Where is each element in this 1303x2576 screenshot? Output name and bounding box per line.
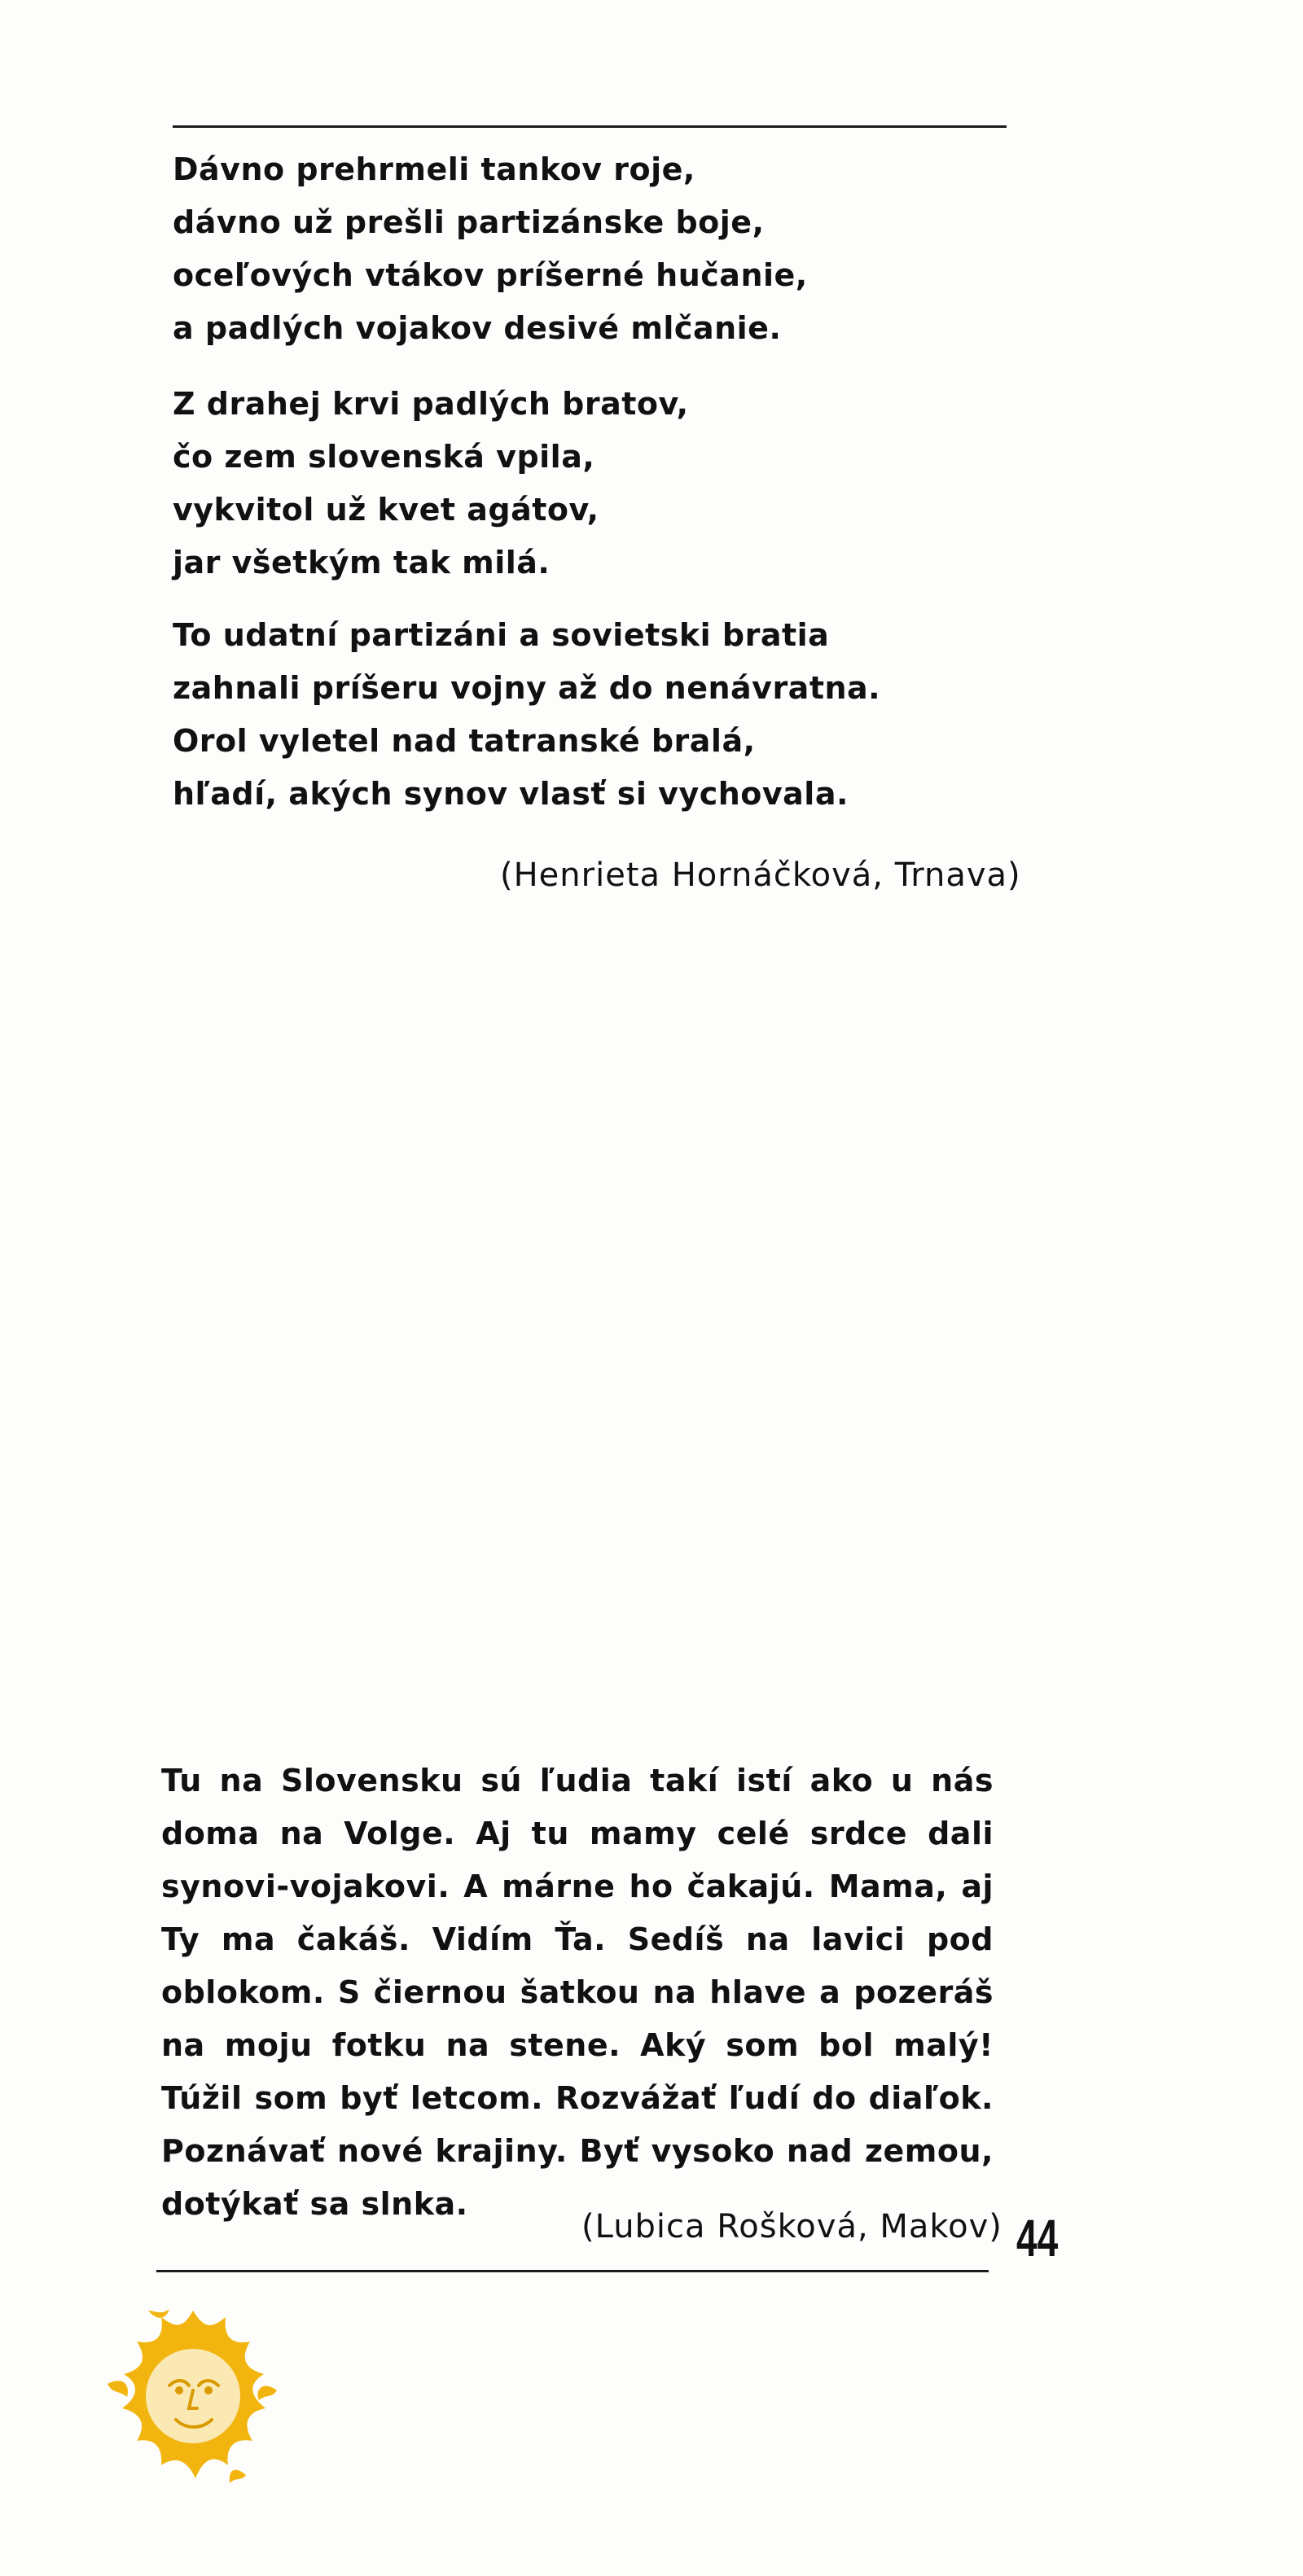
poem-line: Z drahej krvi padlých bratov, [173, 386, 689, 422]
poem-line: dávno už prešli partizánske boje, [173, 204, 765, 240]
prose-author-credit: (Lubica Rošková, Makov) [581, 2208, 1002, 2245]
poem-line: jar všetkým tak milá. [173, 545, 551, 580]
poem-stanza-2 [173, 378, 1003, 589]
page-number: 44 [1016, 2209, 1059, 2267]
poem-line: hľadí, akých synov vlasť si vychovala. [173, 776, 849, 812]
poem-line: oceľových vtákov príšerné hučanie, [173, 257, 808, 293]
top-rule [173, 125, 1007, 128]
poem-stanza-1 [173, 143, 1003, 355]
poem-line: Orol vyletel nad tatranské bralá, [173, 723, 756, 759]
prose-paragraph: Tu na Slovensku sú ľudia takí istí ako u nás doma na Volge. Aj tu mamy celé srdce dali synovi-vojakovi. A márne ho čakajú. Mama, aj Ty ma čakáš. Vidím Ťa. Sedíš na lavici pod oblokom. S čiernou šatkou na hlave a pozeráš na moju fotku na stene. Aký som bol malý! Túžil som byť letcom. Rozvážať ľudí do diaľok. Poznávať nové krajiny. Byť vysoko nad zemou, dotýkať sa slnka. [161, 1763, 994, 2222]
bottom-rule [156, 2270, 989, 2272]
poem-stanza-3 [173, 609, 1003, 821]
poem-line: a padlých vojakov desivé mlčanie. [173, 310, 782, 346]
poem-line: Dávno prehrmeli tankov roje, [173, 151, 695, 187]
poem-author-credit: (Henrieta Hornáčková, Trnava) [500, 856, 1021, 894]
poem-line: vykvitol už kvet agátov, [173, 492, 599, 528]
poem-line: čo zem slovenská vpila, [173, 439, 595, 475]
poem-line: zahnali príšeru vojny až do nenávratna. [173, 670, 881, 706]
sun-face-icon [91, 2294, 295, 2498]
poem-line: To udatní partizáni a sovietski bratia [173, 617, 830, 653]
